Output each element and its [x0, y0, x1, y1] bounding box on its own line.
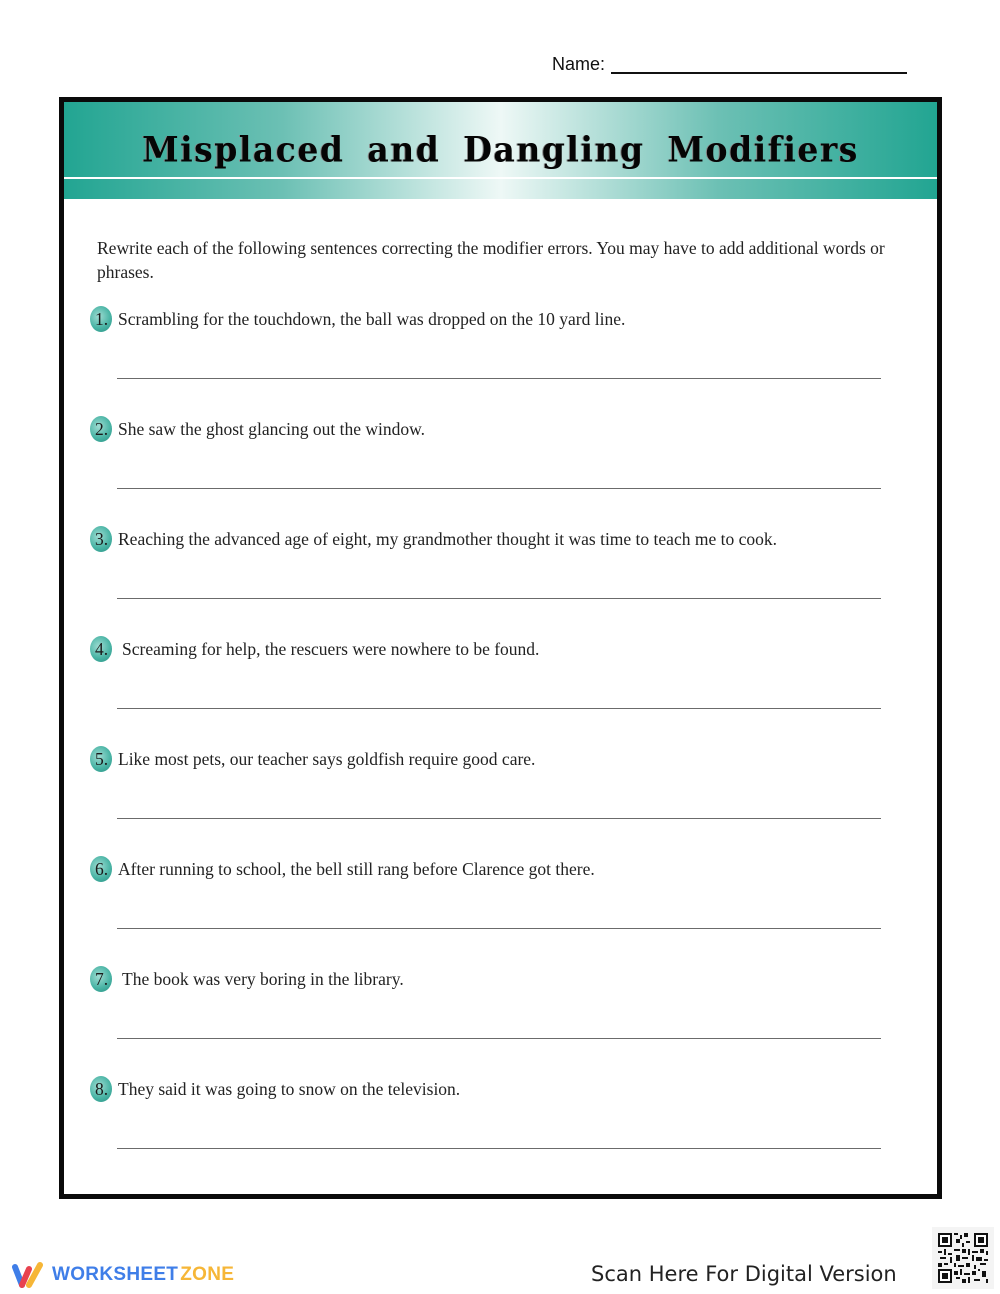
answer-line-2[interactable]	[117, 488, 881, 489]
question-number-badge: 8.	[90, 1076, 112, 1102]
question-text: Like most pets, our teacher says goldfish require good care.	[118, 748, 536, 769]
question-4	[90, 636, 890, 662]
question-5	[90, 746, 890, 772]
worksheet-frame	[59, 97, 942, 1199]
brand-zone: ZONE	[180, 1264, 235, 1285]
title-banner	[64, 102, 937, 199]
question-number-badge: 3.	[90, 526, 112, 552]
worksheet-title: Misplaced and Dangling Modifiers	[142, 129, 859, 170]
answer-line-8[interactable]	[117, 1148, 881, 1149]
brand-worksheet: WORKSHEET	[52, 1264, 179, 1285]
question-text: Reaching the advanced age of eight, my grandmother thought it was time to teach me to cook.	[118, 528, 777, 549]
instructions: Rewrite each of the following sentences correcting the modifier errors. You may have to add additional words or phrases.	[97, 238, 885, 282]
question-text: She saw the ghost glancing out the window.	[118, 418, 426, 439]
qr-code-icon[interactable]	[932, 1227, 994, 1289]
answer-line-6[interactable]	[117, 928, 881, 929]
banner-divider	[64, 177, 937, 179]
question-number-badge: 7.	[90, 966, 112, 992]
question-text: Screaming for help, the rescuers were nowhere to be found.	[122, 638, 540, 659]
question-text: After running to school, the bell still rang before Clarence got there.	[118, 858, 595, 879]
question-1	[90, 306, 890, 332]
question-text: Scrambling for the touchdown, the ball was dropped on the 10 yard line.	[118, 308, 626, 329]
question-8	[90, 1076, 890, 1102]
question-number-badge: 6.	[90, 856, 112, 882]
name-field	[552, 54, 907, 75]
answer-line-7[interactable]	[117, 1038, 881, 1039]
name-label: Name:	[552, 54, 606, 74]
question-number-badge: 4.	[90, 636, 112, 662]
question-3	[90, 526, 890, 552]
question-number-badge: 1.	[90, 306, 112, 332]
question-text: They said it was going to snow on the television.	[118, 1078, 461, 1099]
answer-line-4[interactable]	[117, 708, 881, 709]
question-7	[90, 966, 890, 992]
answer-line-3[interactable]	[117, 598, 881, 599]
name-input-line[interactable]	[611, 54, 907, 74]
question-2	[90, 416, 890, 442]
answer-line-5[interactable]	[117, 818, 881, 819]
question-number-badge: 2.	[90, 416, 112, 442]
question-text: The book was very boring in the library.	[122, 968, 404, 989]
scan-label: Scan Here For Digital Version	[591, 1262, 897, 1286]
question-6	[90, 856, 890, 882]
question-number-badge: 5.	[90, 746, 112, 772]
worksheetzone-logo[interactable]	[10, 1261, 234, 1289]
answer-line-1[interactable]	[117, 378, 881, 379]
qr-code-graphic	[938, 1233, 988, 1283]
worksheetzone-logo-icon	[10, 1261, 46, 1289]
